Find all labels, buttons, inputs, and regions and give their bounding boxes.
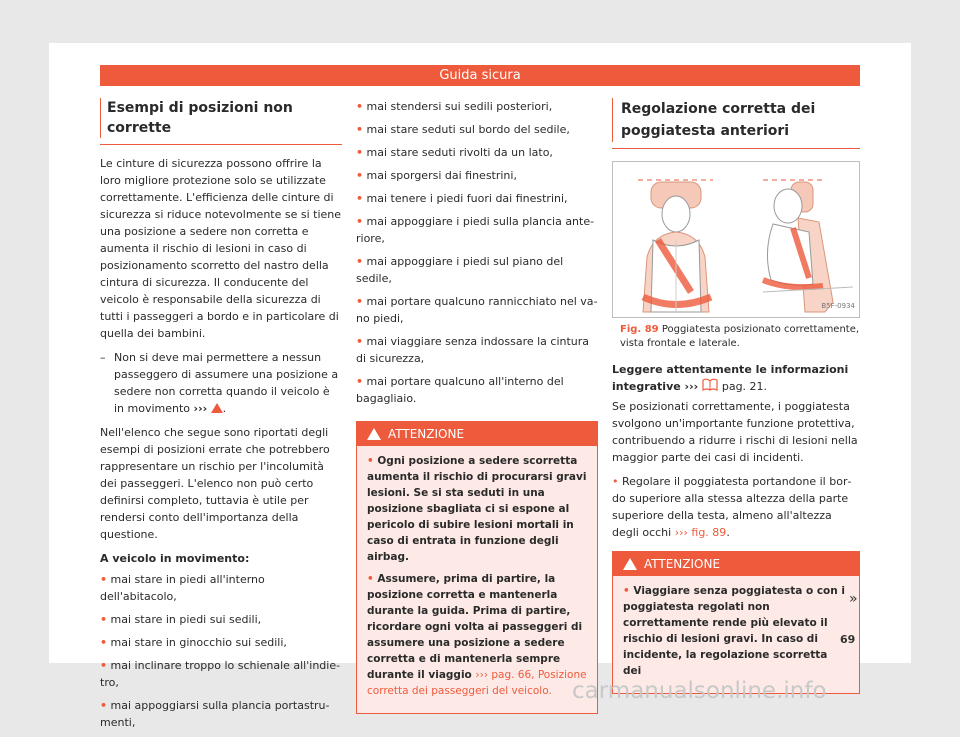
- book-icon[interactable]: [702, 378, 718, 391]
- intro-paragraph: Le cinture di sicurezza possono offrire la loro migliore protezione solo se utilizzate correttamente. L'efficienza delle cinture di sicurezza si riduce notevolmente se si tiene una posizione a sedere non corretta e aumenta il rischio di lesioni in caso di posizionamento scorretto del nastro della cintura di sicurezza. Il conducente del veicolo è responsabile della sicurezza di tutti i passeggeri a bordo e in particolare di quella dei bambini.: [100, 157, 342, 340]
- bullet-icon: •: [356, 100, 364, 113]
- reference-arrows[interactable]: ›››: [684, 380, 699, 393]
- list-item-text: mai stare seduti sul bordo del sedile,: [366, 123, 570, 136]
- list-item-text: mai stare in ginocchio sui sedili,: [110, 636, 287, 649]
- headrest-illustration: [613, 162, 859, 317]
- list-item: [356, 253, 598, 287]
- attention-header: [357, 422, 597, 446]
- list-item: [100, 697, 342, 731]
- attention-item: [623, 583, 849, 679]
- dash-item: [100, 349, 342, 417]
- continue-marker: »: [849, 591, 858, 607]
- list-item: [356, 213, 598, 247]
- list-item-text: mai stendersi sui sedili posteriori,: [366, 100, 553, 113]
- list-item-text: mai tenere i piedi fuori dai finestrini,: [366, 192, 568, 205]
- bullet-icon: •: [367, 573, 374, 585]
- subheading-text: Leggere attentamente le informazioni integrative: [612, 363, 849, 393]
- bullet-icon: •: [356, 169, 364, 182]
- figure-headrest: [612, 161, 860, 318]
- bullet-icon: •: [356, 215, 364, 228]
- list-item-text: mai portare qualcuno all'interno del bagagliaio.: [356, 375, 564, 405]
- figure-label: Fig. 89: [620, 324, 659, 335]
- bullet-icon: •: [100, 636, 108, 649]
- bullet-icon: •: [356, 146, 364, 159]
- column-right: [612, 98, 860, 694]
- attention-item: [367, 453, 587, 565]
- list-item: [356, 293, 598, 327]
- column-middle: [356, 98, 598, 714]
- list-item: [356, 190, 598, 207]
- bullet-icon: •: [356, 375, 364, 388]
- list-item: [356, 144, 598, 161]
- section-title: Regolazione corretta dei poggiatesta anteriori: [612, 98, 860, 142]
- title-divider: [612, 148, 860, 149]
- list-item: [356, 333, 598, 367]
- list-item-text: mai portare qualcuno rannicchiato nel vano piedi,: [356, 295, 598, 325]
- bullet-icon: •: [367, 455, 374, 467]
- list-item: [356, 373, 598, 407]
- bullet-icon: •: [356, 295, 364, 308]
- list-item-text: mai viaggiare senza indossare la cintura di sicurezza,: [356, 335, 590, 365]
- warning-icon: [367, 428, 381, 440]
- attention-item-text: Ogni posizione a sedere scorretta aumenta il rischio di procurarsi gravi lesioni. Se si sta seduti in una posizione sbagliata ci si espone al pericolo di subire lesioni mortali in caso di entrata in funzione degli airbag.: [367, 455, 587, 563]
- side-view-figure: [763, 180, 853, 312]
- warning-icon[interactable]: [211, 403, 223, 413]
- column-left: [100, 98, 342, 737]
- bullet-icon: •: [612, 475, 619, 488]
- bullet-icon: •: [356, 335, 364, 348]
- bullet-icon: •: [356, 123, 364, 136]
- list-item-text: mai sporgersi dai finestrini,: [366, 169, 517, 182]
- list-item: [356, 167, 598, 184]
- paragraph: Se posizionati correttamente, i poggiatesta svolgono un'importante funzione protettiva, contribuendo a ridurre i rischi di lesioni nella maggior parte dei casi di incidenti.: [612, 400, 858, 464]
- page-number: 69: [840, 633, 856, 646]
- list-item-text: mai stare seduti rivolti da un lato,: [366, 146, 553, 159]
- list-item: [100, 657, 342, 691]
- warning-icon: [623, 558, 637, 570]
- attention-item-text: Assumere, prima di partire, la posizione corretta e mantenerla durante la guida. Prima di partire, ricordare ogni volta ai passeggeri di assumere una posizione a sedere corretta e di mantenerla sempre durante il viaggio: [367, 573, 583, 681]
- list-intro-paragraph: Nell'elenco che segue sono riportati degli esempi di posizioni errate che potrebbero rappresentare un rischio per l'incolumità dei passeggeri. L'elenco non può certo definirsi completo, tuttavia è utile per rendersi conto dell'importanza della questione.: [100, 426, 330, 541]
- figure-caption-text: Poggiatesta posizionato correttamente, vista frontale e laterale.: [620, 324, 860, 349]
- bullet-icon: •: [100, 613, 108, 626]
- list-item: [100, 611, 342, 628]
- list-item-text: mai appoggiare i piedi sul piano del sedile,: [356, 255, 564, 285]
- watermark-text: carmanualsonline.info: [572, 678, 827, 704]
- attention-label: ATTENZIONE: [644, 557, 721, 571]
- bullet-icon: •: [356, 192, 364, 205]
- attention-label: ATTENZIONE: [388, 427, 465, 441]
- reference-arrows[interactable]: ›››: [193, 402, 208, 415]
- attention-body: [613, 576, 859, 693]
- instruction-text: Regolare il poggiatesta portandone il bordo superiore alla stessa altezza della parte superiore della testa, almeno all'altezza degli occhi: [612, 475, 852, 539]
- section-header: Guida sicura: [100, 65, 860, 86]
- attention-box: [612, 551, 860, 694]
- dash-text: Non si deve mai permettere a nessun passeggero di assumere una posizione a sedere non corretta quando il veicolo è in movimento: [114, 351, 339, 415]
- list-item-text: mai stare in piedi sui sedili,: [110, 613, 262, 626]
- bullet-icon: •: [100, 573, 108, 586]
- subheading: A veicolo in movimento:: [100, 552, 250, 565]
- figure-code: B5F-0934: [821, 302, 855, 310]
- list-item-text: mai appoggiare i piedi sulla plancia anteriore,: [356, 215, 595, 245]
- figure-reference-link[interactable]: ››› fig. 89: [674, 526, 727, 539]
- list-item-text: mai inclinare troppo lo schienale all'indietro,: [100, 659, 341, 689]
- list-item: [356, 121, 598, 138]
- page-reference[interactable]: pag. 21.: [721, 380, 768, 393]
- attention-item-text: Viaggiare senza poggiatesta o con i poggiatesta regolati non correttamente rende più elevato il rischio di lesioni gravi. In caso di incidente, la regolazione scorretta dei: [623, 585, 846, 677]
- attention-header: [613, 552, 859, 576]
- page-reference-link[interactable]: ››› pag. 66, Posizione corretta dei passeggeri del veicolo.: [367, 669, 587, 697]
- instruction-bullet: • Regolare il poggiatesta portandone il bordo superiore alla stessa altezza della parte superiore della testa, almeno all'altezza degli occhi ››› fig. 89.: [612, 475, 852, 539]
- front-view-figure: [638, 180, 713, 312]
- list-item-text: mai stare in piedi all'interno dell'abitacolo,: [100, 573, 265, 603]
- attention-body: [357, 446, 597, 713]
- bullet-icon: •: [100, 699, 108, 712]
- read-info-subheading: [612, 361, 860, 395]
- bullet-icon: •: [356, 255, 364, 268]
- list-item: [100, 634, 342, 651]
- bullet-icon: •: [100, 659, 108, 672]
- list-item-text: mai appoggiarsi sulla plancia portastrumenti,: [100, 699, 330, 729]
- dash-marker: –: [100, 351, 106, 364]
- list-item: [356, 98, 598, 115]
- title-divider: [100, 144, 342, 145]
- section-title: Esempi di posizioni non corrette: [100, 98, 342, 138]
- attention-item: [367, 571, 587, 699]
- bullet-icon: •: [623, 585, 630, 597]
- attention-box: [356, 421, 598, 714]
- dash-text-wrap: Non si deve mai permettere a nessun passeggero di assumere una posizione a sedere non corretta quando il veicolo è in movimento ››› .: [114, 351, 339, 415]
- figure-caption: [620, 323, 860, 351]
- list-item: [100, 571, 342, 605]
